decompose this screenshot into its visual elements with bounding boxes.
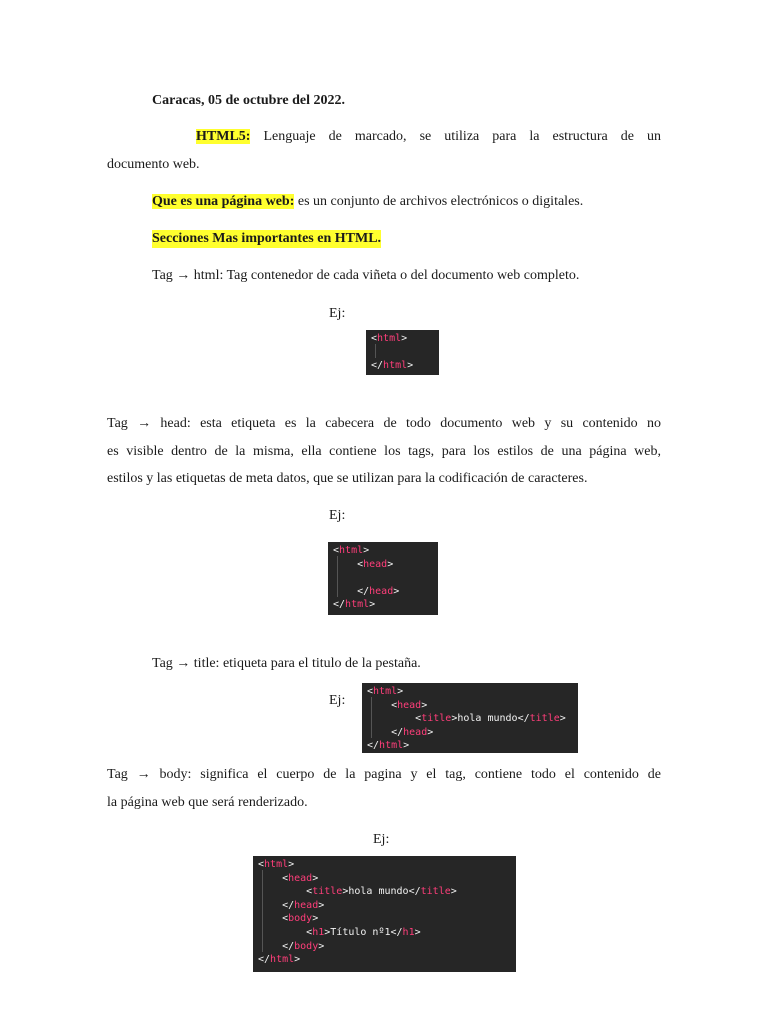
- tag-body-description-line1: Tag → body: significa el cuerpo de la pagina y el tag, contiene todo el contenido de: [107, 767, 661, 782]
- example-label: Ej:: [373, 832, 390, 847]
- code-line: </body>: [282, 940, 325, 952]
- code-line: <body>: [282, 913, 319, 925]
- tag-body-description-line2: la página web que será renderizado.: [107, 795, 308, 810]
- indent-guide: [371, 697, 372, 738]
- tag-head-description-line1: Tag → head: esta etiqueta es la cabecera de todo documento web y su contenido no: [107, 416, 661, 431]
- code-line: <html>: [367, 686, 404, 697]
- example-label: Ej:: [329, 693, 346, 708]
- code-line: <h1>Título nº1</h1>: [306, 926, 421, 938]
- pagina-web-text: es un conjunto de archivos electrónicos o digitales.: [297, 194, 584, 209]
- tag-title-description: Tag → title: etiqueta para el titulo de la pestaña.: [152, 656, 421, 671]
- example-label: Ej:: [329, 508, 346, 523]
- indent-guide: [337, 556, 338, 597]
- html5-text: Lenguaje de marcado, se utiliza para la estructura de un: [263, 129, 661, 144]
- code-line: <title>hola mundo</title>: [415, 713, 566, 725]
- indent-guide: [375, 344, 376, 358]
- code-line: </html>: [258, 954, 301, 966]
- code-line: </html>: [333, 599, 376, 611]
- pagina-web-definition: [152, 193, 583, 211]
- code-line: <title>hola mundo</title>: [306, 886, 457, 898]
- tag-head-description-line3: estilos y las etiquetas de meta datos, que se utilizan para la codificación de caracteres.: [107, 471, 588, 486]
- code-line: <head>: [391, 699, 428, 711]
- tag-head-description-line2: es visible dentro de la misma, ella contiene los tags, para los estilos de una página web,: [107, 444, 661, 459]
- date-line: Caracas, 05 de octubre del 2022.: [152, 93, 345, 108]
- code-example-html: [366, 330, 439, 375]
- code-example-title: [362, 683, 578, 753]
- code-line: </html>: [371, 360, 414, 372]
- code-line: [328, 571, 438, 585]
- code-line: <head>: [357, 558, 394, 570]
- code-line: <html>: [333, 545, 370, 556]
- code-line: </head>: [391, 726, 434, 738]
- code-line: <html>: [371, 333, 408, 344]
- pagina-web-term: Que es una página web:: [152, 194, 295, 209]
- indent-guide: [262, 870, 263, 952]
- tag-html-description: Tag → html: Tag contenedor de cada viñeta o del documento web completo.: [152, 268, 580, 283]
- html5-definition-line2: documento web.: [107, 157, 200, 172]
- html5-definition-line1: [196, 128, 661, 146]
- example-label: Ej:: [329, 306, 346, 321]
- code-line: [366, 346, 439, 360]
- code-example-body: [253, 856, 516, 972]
- code-line: </head>: [282, 899, 325, 911]
- code-line: </head>: [357, 585, 400, 597]
- code-example-head: [328, 542, 438, 615]
- code-line: <head>: [282, 872, 319, 884]
- code-line: <html>: [258, 859, 295, 870]
- html5-term: HTML5:: [196, 129, 251, 144]
- secciones-heading: Secciones Mas importantes en HTML.: [152, 231, 382, 246]
- code-line: </html>: [367, 740, 410, 752]
